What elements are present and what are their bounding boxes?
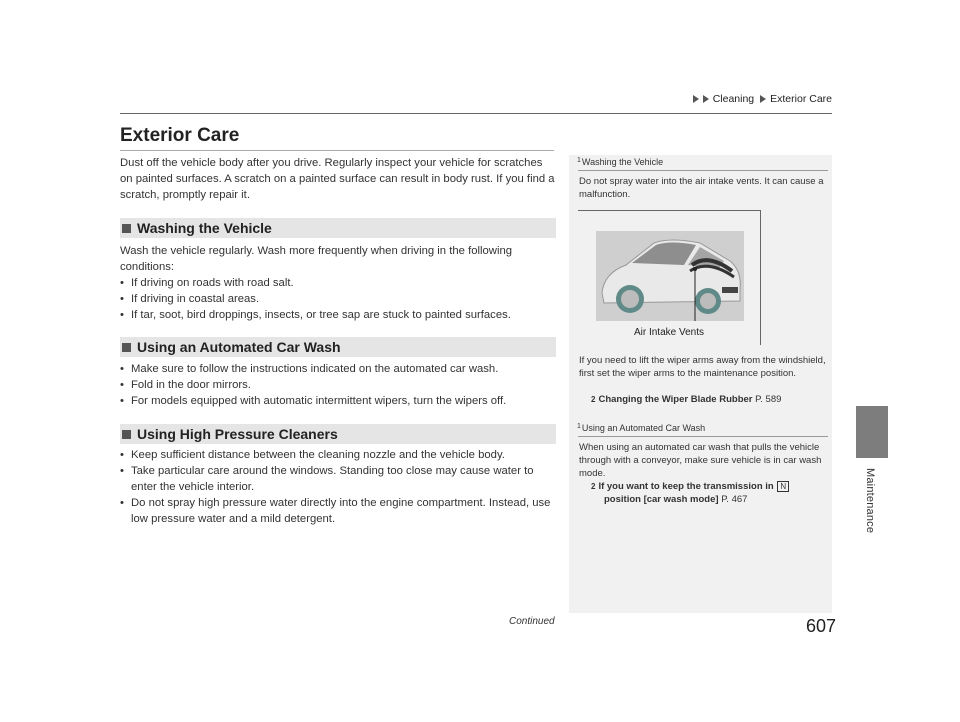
square-bullet-icon (122, 224, 131, 233)
list-item: • Fold in the door mirrors. (120, 377, 556, 393)
section-heading-washing (120, 218, 556, 238)
list-item: • If tar, soot, bird droppings, insects, or tree sap are stuck to painted surfaces. (120, 307, 556, 323)
breadcrumb (693, 93, 832, 105)
list-item: • Keep sufficient distance between the cleaning nozzle and the vehicle body. (120, 447, 556, 463)
reference-page: P. 589 (755, 394, 782, 405)
page-title: Exterior Care (120, 125, 240, 146)
reference-page: P. 467 (721, 494, 748, 505)
reference-label: If you want to keep the transmission in (598, 481, 774, 492)
note-number: 1 (577, 423, 581, 430)
continued-label: Continued (509, 616, 555, 627)
section-heading-text: Using an Automated Car Wash (137, 339, 341, 355)
title-divider (120, 150, 554, 151)
section-heading-automated (120, 337, 556, 357)
figure-caption: Air Intake Vents (633, 327, 705, 338)
note-title (577, 423, 705, 433)
header-divider (120, 113, 832, 114)
cross-reference[interactable] (579, 393, 841, 406)
note-text: When using an automated car wash that pulls the vehicle through with a conveyor, make sure vehicle is in car wash mode. (579, 442, 822, 479)
list-item: • If driving on roads with road salt. (120, 275, 556, 291)
note-title-text: Using an Automated Car Wash (581, 423, 706, 433)
car-illustration (596, 231, 744, 321)
bullet-list (120, 447, 556, 527)
arrow-icon (760, 95, 766, 103)
note-divider (578, 170, 828, 171)
square-bullet-icon (122, 343, 131, 352)
list-item: • If driving in coastal areas. (120, 291, 556, 307)
list-item: • Take particular care around the windows. Standing too close may cause water to enter the vehicle interior. (120, 463, 556, 495)
intro-paragraph: Dust off the vehicle body after you drive. Regularly inspect your vehicle for scratches on painted surfaces. A scratch on a painted surface can result in body rust. If you find a scratch, promptly repair it. (120, 157, 555, 201)
list-item: • Do not spray high pressure water directly into the engine compartment. Instead, use low pressure water and a mild detergent. (120, 495, 556, 527)
note-divider (578, 436, 828, 437)
page-reference-icon: 2 (591, 482, 596, 491)
section-heading-text: Washing the Vehicle (137, 220, 272, 236)
page-reference-icon: 2 (591, 395, 596, 404)
section-heading-text: Using High Pressure Cleaners (137, 426, 338, 442)
page-number: 607 (806, 616, 837, 636)
bullet-list (120, 361, 556, 409)
note-number: 1 (577, 157, 581, 164)
cross-reference[interactable] (579, 480, 841, 506)
chapter-tab (856, 406, 888, 458)
square-bullet-icon (122, 430, 131, 439)
arrow-icon (703, 95, 709, 103)
breadcrumb-item[interactable]: Cleaning (712, 93, 755, 105)
note-text: If you need to lift the wiper arms away from the windshield, first set the wiper arms to the maintenance position. (579, 355, 826, 379)
arrow-icon (693, 95, 699, 103)
reference-label: Changing the Wiper Blade Rubber (598, 394, 753, 405)
gear-position-n-icon: N (777, 481, 789, 492)
bullet-list (120, 275, 556, 323)
note-title (577, 157, 663, 167)
note-text: Do not spray water into the air intake vents. It can cause a malfunction. (579, 176, 824, 200)
note-title-text: Washing the Vehicle (581, 157, 664, 167)
list-item: • Make sure to follow the instructions indicated on the automated car wash. (120, 361, 556, 377)
section-heading-high-pressure (120, 424, 556, 444)
chapter-label: Maintenance (864, 468, 876, 534)
section-intro: Wash the vehicle regularly. Wash more frequently when driving in the following conditions: (120, 245, 513, 273)
list-item: • For models equipped with automatic intermittent wipers, turn the wipers off. (120, 393, 556, 409)
breadcrumb-item[interactable]: Exterior Care (770, 93, 832, 105)
reference-label: position [car wash mode] (604, 494, 719, 505)
